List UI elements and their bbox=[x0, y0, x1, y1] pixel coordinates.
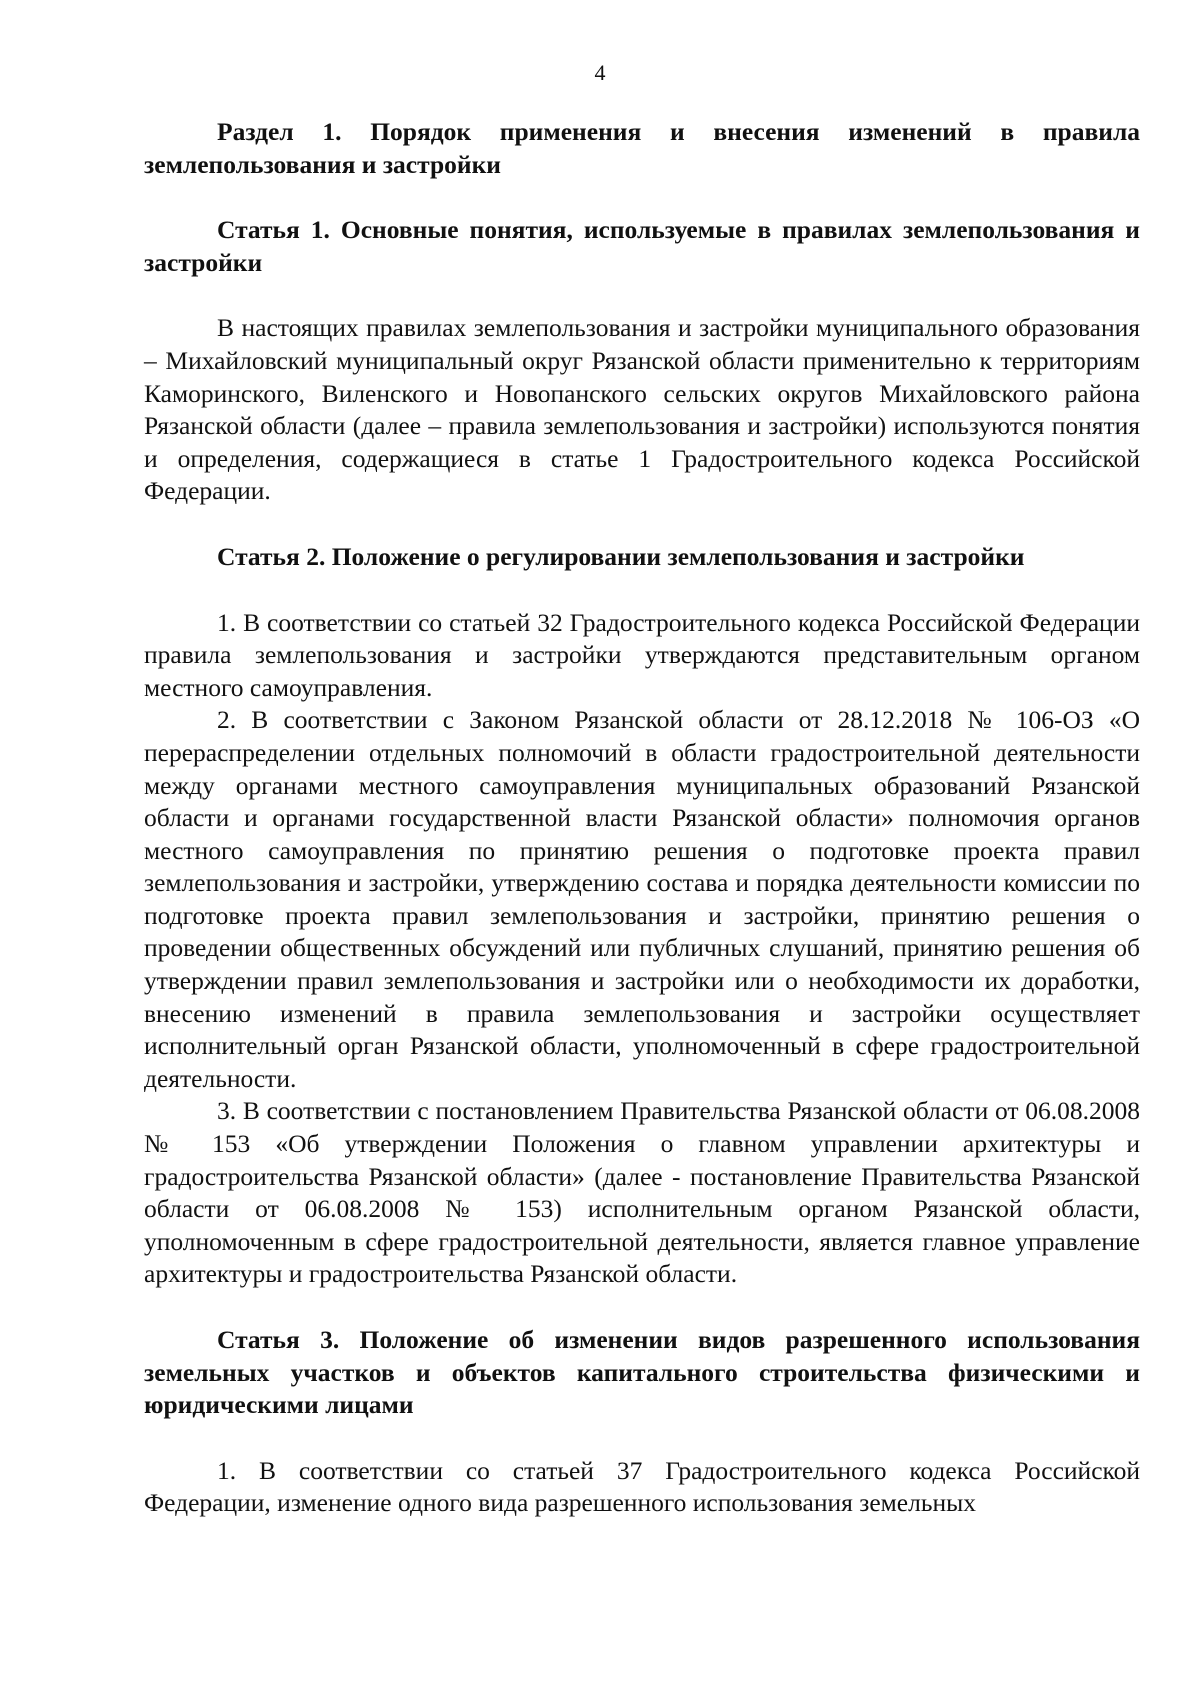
article-1-title: Статья 1. Основные понятия, используемые в правилах землепользования и застройки bbox=[144, 215, 1140, 277]
spacer bbox=[144, 1422, 1140, 1455]
page-number: 4 bbox=[594, 60, 606, 85]
article-2-title: Статья 2. Положение о регулировании землепользования и застройки bbox=[217, 541, 1025, 571]
article-2-paragraph-2: 2. В соответствии с Законом Рязанской области от 28.12.2018 № 106-ОЗ «О перераспределении отдельных полномочий в области градостроительной деятельности между органами местного самоуправления муниципальных образований Рязанской области и органами государственной власти Рязанской области» полномочия органов местного самоуправления по принятию решения о подготовке проекта правил землепользования и застройки, утверждению состава и порядка деятельности комиссии по подготовке проекта правил землепользования и застройки, принятию решения о проведении общественных обсуждений или публичных слушаний, принятию решения об утверждении правил землепользования и застройки или о необходимости их доработки, внесению изменений в правила землепользования и застройки осуществляет исполнительный орган Рязанской области, уполномоченный в сфере градостроительной деятельности. bbox=[144, 705, 1140, 1093]
article-2-paragraph-1: 1. В соответствии со статьей 32 Градостроительного кодекса Российской Федерации правила землепользования и застройки утверждаются представительным органом местного самоуправления. bbox=[144, 607, 1140, 702]
article-3-paragraph-1: 1. В соответствии со статьей 37 Градостроительного кодекса Российской Федерации, изменение одного вида разрешенного использования земельных bbox=[144, 1455, 1140, 1518]
section-title: Раздел 1. Порядок применения и внесения изменений в правила землепользования и застройки bbox=[144, 117, 1140, 179]
spacer bbox=[144, 574, 1140, 607]
article-3-title: Статья 3. Положение об изменении видов разрешенного использования земельных участков и объектов капитального строительства физическими и юридическими лицами bbox=[144, 1325, 1140, 1420]
spacer bbox=[144, 508, 1140, 541]
spacer bbox=[144, 181, 1140, 214]
document-body bbox=[144, 116, 1140, 1520]
article-2-paragraph-3: 3. В соответствии с постановлением Правительства Рязанской области от 06.08.2008 № 153 «Об утверждении Положения о главном управлении архитектуры и градостроительства Рязанской области» (далее - постановление Правительства Рязанской области от 06.08.2008 № 153) исполнительным органом Рязанской области, уполномоченным в сфере градостроительной деятельности, является главное управление архитектуры и градостроительства Рязанской области. bbox=[144, 1096, 1140, 1289]
spacer bbox=[144, 1291, 1140, 1324]
article-1-paragraph: В настоящих правилах землепользования и застройки муниципального образования – Михайловский муниципальный округ Рязанской области применительно к территориям Каморинского, Виленского и Новопанского сельских округов Михайловского района Рязанской области (далее – правила землепользования и застройки) используются понятия и определения, содержащиеся в статье 1 Градостроительного кодекса Российской Федерации. bbox=[144, 313, 1140, 506]
spacer bbox=[144, 279, 1140, 312]
